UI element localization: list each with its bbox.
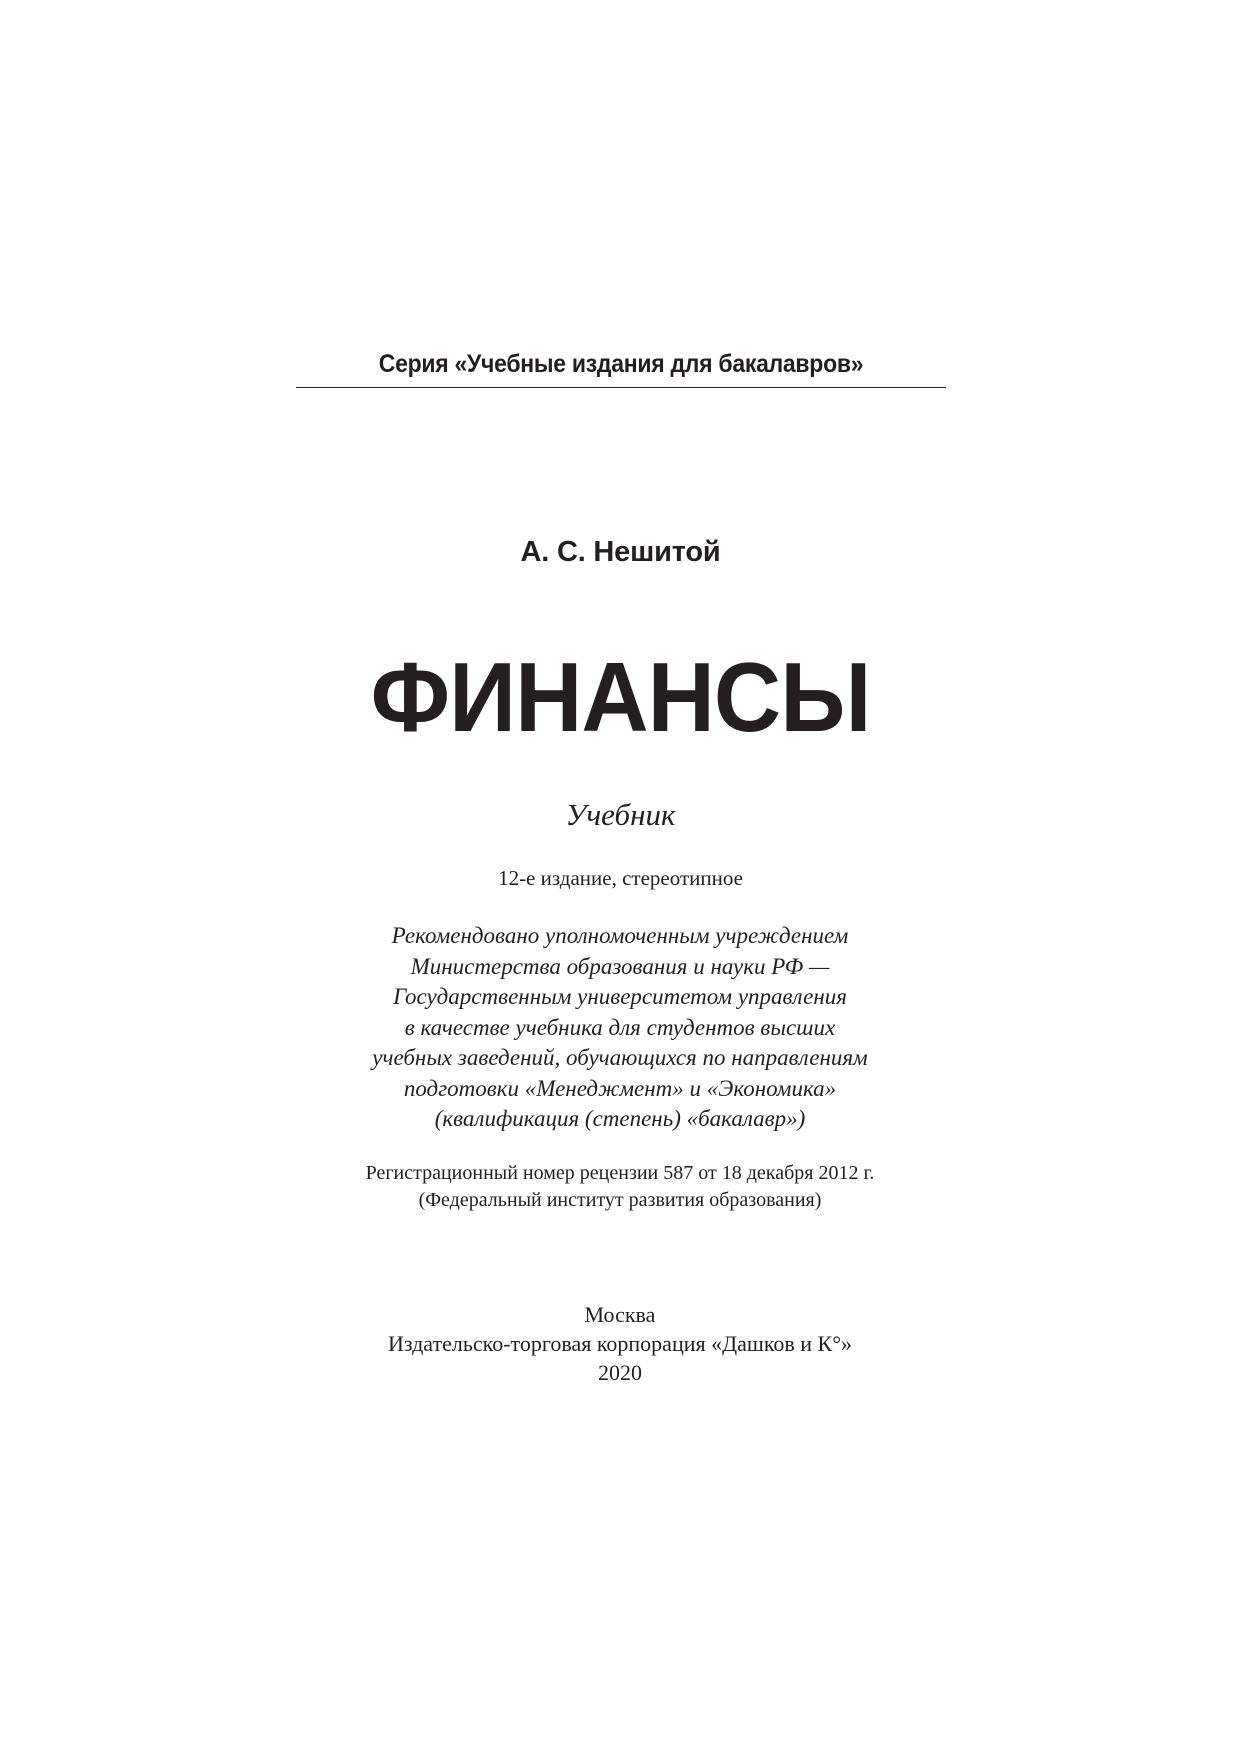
imprint-year: 2020 <box>598 1360 642 1385</box>
registration-line: Регистрационный номер рецензии 587 от 18 декабря 2012 г. <box>365 1162 875 1184</box>
edition-info: 12-е издание, стереотипное <box>498 866 743 890</box>
registration-line: (Федеральный институт развития образования) <box>418 1189 822 1211</box>
series-heading: Серия «Учебные издания для бакалавров» <box>378 350 864 378</box>
recommendation-line: Государственным университетом управления <box>393 984 847 1009</box>
book-title: ФИНАНСЫ <box>370 642 871 752</box>
imprint-publisher: Издательско-торговая корпорация «Дашков и К°» <box>387 1331 853 1356</box>
recommendation-block <box>240 921 1000 1135</box>
imprint-city: Москва <box>584 1302 656 1327</box>
recommendation-line: учебных заведений, обучающихся по направлениям <box>372 1045 868 1070</box>
book-subtitle: Учебник <box>565 797 676 832</box>
recommendation-line: (квалификация (степень) «бакалавр») <box>434 1106 806 1131</box>
series-divider <box>296 387 946 388</box>
recommendation-line: Рекомендовано уполномоченным учреждением <box>391 923 849 948</box>
recommendation-line: подготовки «Менеджмент» и «Экономика» <box>403 1075 837 1101</box>
recommendation-line: Министерства образования и науки РФ — <box>410 953 830 979</box>
recommendation-line: в качестве учебника для студентов высших <box>404 1014 836 1040</box>
author-name: А. С. Нешитой <box>520 536 721 568</box>
imprint-block <box>240 1300 1000 1387</box>
registration-block <box>240 1160 1000 1214</box>
